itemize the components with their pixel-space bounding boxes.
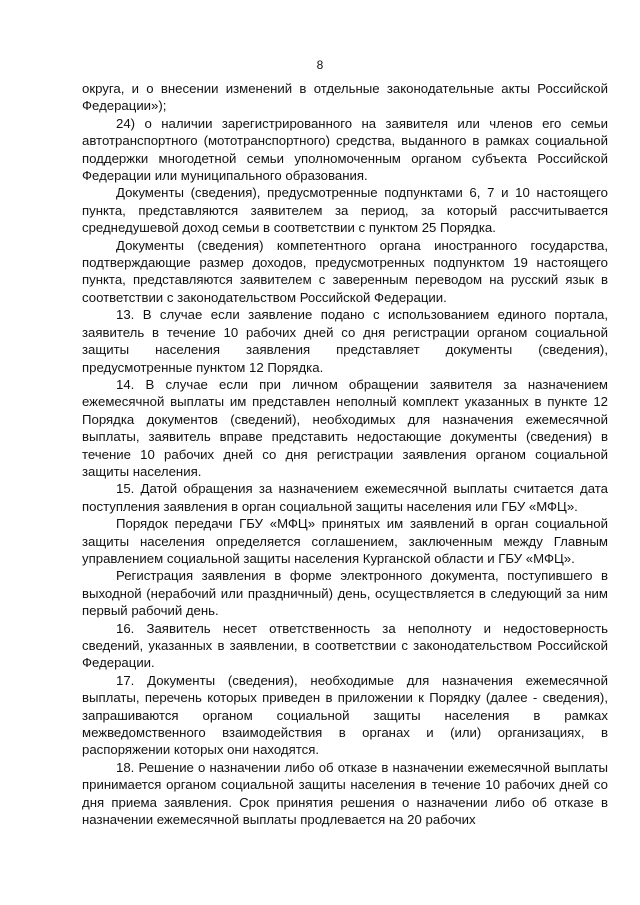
paragraph-18: 18. Решение о назначении либо об отказе в назначении ежемесячной выплаты принимается органом социальной защиты населения в течение 10 рабочих дней со дня приема заявления. Срок принятия решения о назначении либо об отказе в назначении ежемесячной выплаты продлевается на 20 рабочих xyxy=(82,759,608,828)
paragraph-documents-period: Документы (сведения), предусмотренные подпунктами 6, 7 и 10 настоящего пункта, представляются заявителем за период, за который рассчитывается среднедушевой доход семьи в соответствии с пунктом 25 Порядка. xyxy=(82,185,608,236)
paragraph-15: 15. Датой обращения за назначением ежемесячной выплаты считается дата поступления заявления в орган социальной защиты населения или ГБУ «МФЦ». xyxy=(82,481,608,514)
paragraph-transfer-order: Порядок передачи ГБУ «МФЦ» принятых им заявлений в орган социальной защиты населения определяется соглашением, заключенным между Главным управлением социальной защиты населения Курганской области и ГБУ «МФЦ». xyxy=(82,516,608,566)
paragraph-foreign-documents: Документы (сведения) компетентного органа иностранного государства, подтверждающие размер доходов, предусмотренных подпунктом 19 настоящего пункта, представляются заявителем с заверенным переводом на русский язык в соответствии с законодательством Российской Федерации. xyxy=(82,237,608,305)
page-number: 8 xyxy=(316,58,324,72)
paragraph-registration: Регистрация заявления в форме электронного документа, поступившего в выходной (нерабочий или праздничный) день, осуществляется в следующий за ним первый рабочий день. xyxy=(82,568,608,619)
document-body xyxy=(82,80,608,828)
paragraph-item-24: 24) о наличии зарегистрированного на заявителя или членов его семьи автотранспортного (мототранспортного) средства, выданного в рамках социальной поддержки многодетной семьи уполномоченным органом субъекта Российской Федерации или муниципального образования. xyxy=(82,115,608,184)
paragraph-14: 14. В случае если при личном обращении заявителя за назначением ежемесячной выплаты им представлен неполный комплект указанных в пункте 12 Порядка документов (сведений), необходимых для назначения ежемесячной выплаты, заявитель вправе представить недостающие документы (сведения) в течение 10 рабочих дней со дня регистрации заявления органом социальной защиты населения. xyxy=(82,376,608,479)
paragraph-17: 17. Документы (сведения), необходимые для назначения ежемесячной выплаты, перечень которых приведен в приложении к Порядку (далее - сведения), запрашиваются органом социальной защиты населения в рамках межведомственного взаимодействия в органах и (или) организациях, в распоряжении которых они находятся. xyxy=(82,672,608,758)
paragraph-continuation: округа, и о внесении изменений в отдельные законодательные акты Российской Федерации»); xyxy=(82,81,608,114)
paragraph-13: 13. В случае если заявление подано с использованием единого портала, заявитель в течение 10 рабочих дней со дня регистрации органом социальной защиты населения заявления представляет документы (сведения), предусмотренные пунктом 12 Порядка. xyxy=(82,307,608,375)
paragraph-16: 16. Заявитель несет ответственность за неполноту и недостоверность сведений, указанных в заявлении, в соответствии с законодательством Российской Федерации. xyxy=(82,620,608,671)
